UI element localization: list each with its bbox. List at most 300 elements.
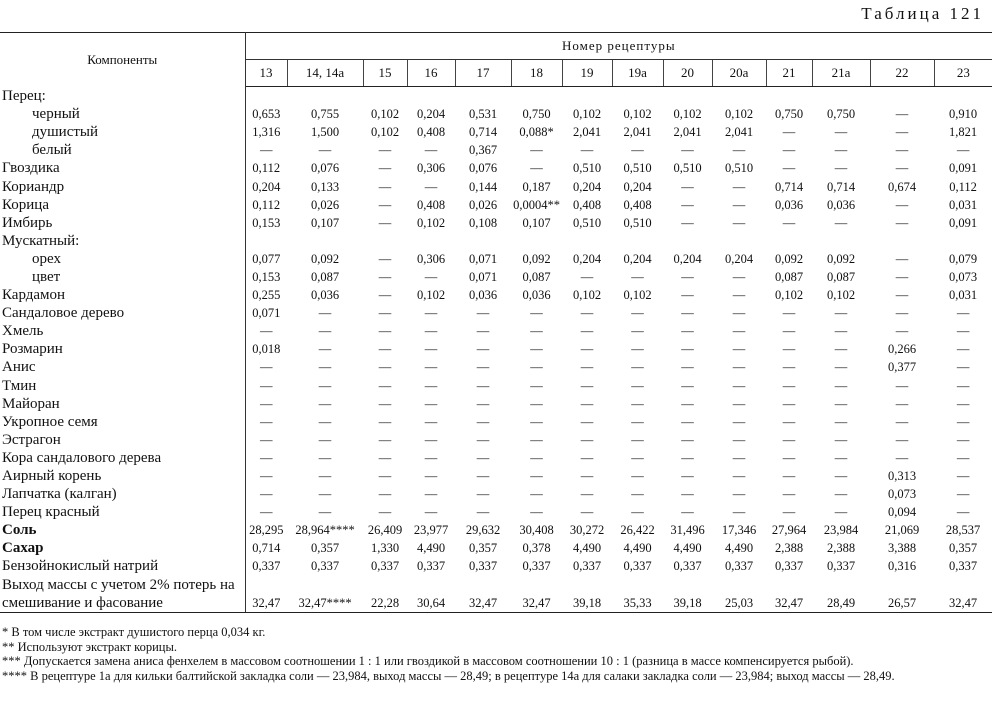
components-header: Компоненты <box>0 33 245 87</box>
table-row <box>0 413 992 431</box>
component-name: Эстрагон <box>0 431 245 449</box>
table-cell: 0,112 <box>949 179 977 194</box>
table-cell: 0,079 <box>949 251 978 266</box>
table-cell <box>870 232 934 250</box>
table-cell: — <box>681 378 694 393</box>
table-cell: 0,036 <box>310 288 340 303</box>
table-cell: — <box>580 450 594 465</box>
table-cell: — <box>895 432 909 447</box>
table-cell: 0,204 <box>416 107 446 122</box>
table-cell: — <box>956 450 970 465</box>
table-cell: — <box>530 324 543 339</box>
table-cell: 0,036 <box>826 197 856 212</box>
table-cell: — <box>834 360 848 375</box>
table-cell: — <box>378 342 392 357</box>
table-row <box>0 395 992 413</box>
table-cell: 0,204 <box>673 251 702 266</box>
table-cell: — <box>732 396 746 411</box>
table-cell: — <box>834 161 848 176</box>
table-cell: 0,378 <box>522 541 551 556</box>
component-name: Укропное семя <box>0 413 245 431</box>
table-cell: — <box>530 450 543 465</box>
table-row <box>0 377 992 395</box>
table-cell: 31,496 <box>670 523 705 538</box>
table-cell: — <box>318 432 332 447</box>
component-name: Сандаловое дерево <box>0 304 245 322</box>
table-cell: — <box>782 378 796 393</box>
table-cell: 35,33 <box>612 576 663 613</box>
table-cell: — <box>530 342 543 357</box>
table-cell: — <box>378 505 392 520</box>
table-cell: 0,088* <box>519 125 554 140</box>
table-cell: — <box>631 342 644 357</box>
table-cell: — <box>895 107 909 122</box>
table-cell: 0,087 <box>826 269 856 284</box>
table-cell: 0,306 <box>416 161 446 176</box>
table-cell: 26,409 <box>367 523 403 538</box>
table-cell: — <box>260 450 273 465</box>
table-row <box>0 431 992 449</box>
table-cell: — <box>580 269 594 284</box>
table-cell: — <box>732 487 746 502</box>
table-cell: — <box>895 324 909 339</box>
table-cell: — <box>956 396 970 411</box>
component-name: Имбирь <box>0 214 245 232</box>
table-cell: — <box>834 378 848 393</box>
column-header: 14, 14а <box>287 60 363 87</box>
table-cell: — <box>476 487 490 502</box>
table-cell: 0,755 <box>310 107 340 122</box>
table-cell: — <box>956 324 970 339</box>
table-cell: — <box>476 342 490 357</box>
table-cell: — <box>834 125 848 140</box>
table-cell: — <box>260 432 273 447</box>
table-cell: 4,490 <box>572 541 602 556</box>
table-cell: — <box>530 161 543 176</box>
table-cell: — <box>895 125 909 140</box>
table-row <box>0 449 992 467</box>
table-cell: — <box>681 342 694 357</box>
table-cell: — <box>782 414 796 429</box>
table-cell: 0,510 <box>724 161 754 176</box>
table-cell: — <box>681 306 694 321</box>
table-cell: — <box>834 432 848 447</box>
table-cell: 2,388 <box>826 541 856 556</box>
table-cell: — <box>260 378 273 393</box>
table-cell: 0,510 <box>673 161 702 176</box>
table-cell: 1,821 <box>949 125 978 140</box>
table-cell <box>663 87 712 106</box>
table-cell: 0,077 <box>252 251 281 266</box>
table-cell <box>812 232 870 250</box>
table-cell: — <box>318 306 332 321</box>
table-cell: 0,510 <box>623 161 652 176</box>
table-cell: — <box>378 269 392 284</box>
table-cell: — <box>580 505 594 520</box>
table-cell: — <box>681 396 694 411</box>
table-cell: — <box>318 487 332 502</box>
table-cell: 0,102 <box>572 107 602 122</box>
table-cell: — <box>782 505 796 520</box>
table-cell: 0,092 <box>826 251 856 266</box>
table-cell: 0,102 <box>370 107 400 122</box>
table-cell: 32,47 <box>766 576 812 613</box>
footnotes <box>2 625 992 683</box>
table-cell: — <box>378 469 392 484</box>
table-cell: — <box>631 378 644 393</box>
table-cell: 30,272 <box>569 523 605 538</box>
table-cell: 1,500 <box>310 125 340 140</box>
table-cell: — <box>318 450 332 465</box>
table-cell: — <box>732 432 746 447</box>
table-cell: 0,510 <box>623 215 652 230</box>
footnote: *** Допускается замена аниса фенхелем в массовом соотношении 1 : 1 или гвоздикой в массовом соотношении 10 : 1 (разница в массе компенсируется рыбой). <box>2 654 854 668</box>
table-cell: — <box>782 360 796 375</box>
table-cell: — <box>732 269 746 284</box>
table-cell: 0,337 <box>468 559 498 574</box>
recipe-table <box>0 32 992 613</box>
table-cell: — <box>424 396 438 411</box>
table-cell: 0,091 <box>949 161 978 176</box>
table-body <box>0 87 992 613</box>
table-cell: — <box>424 450 438 465</box>
table-cell: — <box>318 324 332 339</box>
table-cell: — <box>424 306 438 321</box>
table-cell: — <box>530 505 543 520</box>
table-cell: — <box>476 505 490 520</box>
component-name: Соль <box>0 521 245 539</box>
table-cell: — <box>782 143 796 158</box>
table-cell: 0,092 <box>522 251 551 266</box>
component-name: Майоран <box>0 395 245 413</box>
table-cell: — <box>782 396 796 411</box>
column-header: 17 <box>455 60 511 87</box>
table-cell: — <box>895 396 909 411</box>
table-cell: — <box>631 143 644 158</box>
component-name: Бензойнокислый натрий <box>0 557 245 575</box>
table-cell: — <box>476 414 490 429</box>
table-cell: 32,47 <box>934 576 992 613</box>
table-cell: — <box>318 378 332 393</box>
table-cell: — <box>580 469 594 484</box>
table-cell: — <box>681 414 694 429</box>
table-cell: — <box>424 469 438 484</box>
column-header: 16 <box>407 60 455 87</box>
table-cell: — <box>476 324 490 339</box>
table-cell: 0,094 <box>887 505 917 520</box>
component-name: Аирный корень <box>0 467 245 485</box>
table-cell: 0,377 <box>887 360 917 375</box>
table-cell: — <box>732 342 746 357</box>
table-cell: — <box>580 143 594 158</box>
table-cell: — <box>834 505 848 520</box>
table-cell: — <box>378 161 392 176</box>
table-cell: — <box>782 306 796 321</box>
component-name: Сахар <box>0 539 245 557</box>
table-cell: — <box>732 179 746 194</box>
table-cell: 0,153 <box>252 269 281 284</box>
component-name: Лапчатка (калган) <box>0 485 245 503</box>
table-cell: — <box>318 342 332 357</box>
table-cell: 0,153 <box>252 215 281 230</box>
table-cell: 0,408 <box>623 197 652 212</box>
table-cell: — <box>732 324 746 339</box>
table-cell: — <box>732 360 746 375</box>
table-cell: — <box>681 450 694 465</box>
table-cell: — <box>956 306 970 321</box>
table-cell: 28,49 <box>812 576 870 613</box>
table-cell: 0,337 <box>673 559 702 574</box>
table-cell: 0,102 <box>826 288 856 303</box>
component-name: белый <box>0 141 245 159</box>
table-cell: — <box>895 143 909 158</box>
table-cell: — <box>681 179 694 194</box>
table-cell: 4,490 <box>416 541 446 556</box>
table-cell: 0,337 <box>522 559 551 574</box>
table-cell: — <box>732 505 746 520</box>
table-cell: 32,47**** <box>287 576 363 613</box>
table-cell: — <box>260 505 273 520</box>
table-cell: 2,041 <box>724 125 754 140</box>
table-cell: 0,750 <box>826 107 856 122</box>
table-cell: 0,087 <box>310 269 340 284</box>
component-name: Кора сандалового дерева <box>0 449 245 467</box>
table-cell: 0,653 <box>252 107 281 122</box>
table-cell <box>934 87 992 106</box>
table-cell: — <box>782 161 796 176</box>
table-cell: — <box>580 342 594 357</box>
table-cell: 0,092 <box>310 251 340 266</box>
table-cell: — <box>424 143 438 158</box>
table-cell: 26,422 <box>620 523 655 538</box>
table-cell: — <box>681 432 694 447</box>
table-cell: — <box>476 469 490 484</box>
table-cell <box>511 87 562 106</box>
table-cell: — <box>530 487 543 502</box>
table-cell: — <box>834 414 848 429</box>
table-cell: — <box>956 432 970 447</box>
component-name: орех <box>0 250 245 268</box>
table-cell: 0,0004** <box>513 197 560 212</box>
table-cell: — <box>681 487 694 502</box>
table-cell: 0,408 <box>416 125 446 140</box>
column-header: 19а <box>612 60 663 87</box>
table-cell: — <box>956 143 970 158</box>
table-cell: 0,204 <box>724 251 754 266</box>
table-cell <box>407 232 455 250</box>
table-cell <box>511 232 562 250</box>
table-cell: — <box>834 450 848 465</box>
table-row <box>0 467 992 485</box>
table-cell: 0,750 <box>774 107 804 122</box>
table-cell: 0,337 <box>623 559 652 574</box>
table-row <box>0 503 992 521</box>
table-cell: — <box>424 505 438 520</box>
table-cell: 0,036 <box>522 288 551 303</box>
table-cell: — <box>782 432 796 447</box>
table-cell: 0,337 <box>724 559 754 574</box>
column-header: 15 <box>363 60 407 87</box>
table-cell: — <box>260 487 273 502</box>
table-cell: 0,337 <box>572 559 602 574</box>
table-cell: — <box>681 197 694 212</box>
table-cell: — <box>580 432 594 447</box>
table-cell: — <box>681 324 694 339</box>
table-cell: 0,102 <box>673 107 702 122</box>
table-cell: 1,316 <box>252 125 281 140</box>
table-cell: 21,069 <box>884 523 920 538</box>
table-cell <box>363 87 407 106</box>
component-name: цвет <box>0 268 245 286</box>
component-name: Корица <box>0 196 245 214</box>
table-cell: 0,108 <box>468 215 498 230</box>
table-cell: 0,337 <box>310 559 340 574</box>
table-cell <box>766 87 812 106</box>
table-cell: 0,510 <box>572 215 602 230</box>
table-cell: — <box>732 378 746 393</box>
table-row <box>0 576 992 613</box>
table-cell: 0,036 <box>468 288 498 303</box>
table-cell: 4,490 <box>623 541 652 556</box>
table-cell: — <box>834 469 848 484</box>
table-cell: 27,964 <box>771 523 807 538</box>
table-cell: — <box>476 396 490 411</box>
table-caption: Таблица 121 <box>861 4 984 23</box>
footnote: * В том числе экстракт душистого перца 0,034 кг. <box>2 625 266 639</box>
table-cell <box>245 232 287 250</box>
table-cell: — <box>476 306 490 321</box>
table-cell: — <box>631 432 644 447</box>
table-cell: — <box>530 143 543 158</box>
table-cell: 4,490 <box>724 541 754 556</box>
table-cell: 0,112 <box>252 161 281 176</box>
table-cell: — <box>834 215 848 230</box>
table-cell: — <box>895 215 909 230</box>
table-cell: 0,073 <box>887 487 917 502</box>
table-cell: — <box>378 143 392 158</box>
table-row <box>0 521 992 539</box>
table-cell: — <box>834 342 848 357</box>
table-cell: — <box>260 396 273 411</box>
table-cell: — <box>580 324 594 339</box>
table-row <box>0 159 992 177</box>
table-row <box>0 322 992 340</box>
table-cell: — <box>631 360 644 375</box>
table-cell: — <box>476 378 490 393</box>
table-cell: — <box>260 469 273 484</box>
table-cell: 32,47 <box>245 576 287 613</box>
table-cell: — <box>318 143 332 158</box>
component-name: Кардамон <box>0 286 245 304</box>
table-cell: 2,388 <box>774 541 804 556</box>
table-cell: — <box>956 414 970 429</box>
table-cell: — <box>530 396 543 411</box>
table-cell: 29,632 <box>465 523 501 538</box>
table-cell: — <box>318 414 332 429</box>
table-cell: — <box>681 469 694 484</box>
table-cell <box>562 232 612 250</box>
recipe-number-header: Номер рецептуры <box>245 33 992 60</box>
table-cell: — <box>631 396 644 411</box>
table-row <box>0 358 992 376</box>
table-cell: 0,313 <box>887 469 917 484</box>
table-cell: 28,964**** <box>295 523 355 538</box>
table-cell: — <box>424 269 438 284</box>
table-cell: 0,337 <box>949 559 978 574</box>
table-cell: 0,337 <box>370 559 400 574</box>
table-cell: 0,102 <box>774 288 804 303</box>
table-cell: — <box>631 487 644 502</box>
table-cell: — <box>834 487 848 502</box>
table-cell: — <box>580 396 594 411</box>
table-cell: 0,714 <box>252 541 281 556</box>
table-cell: 0,102 <box>572 288 602 303</box>
table-cell: — <box>378 251 392 266</box>
table-cell: — <box>956 378 970 393</box>
table-cell: — <box>424 360 438 375</box>
table-cell: 0,102 <box>623 107 652 122</box>
table-cell: 0,091 <box>949 215 978 230</box>
table-cell: — <box>631 324 644 339</box>
table-cell: — <box>732 197 746 212</box>
table-cell: — <box>834 396 848 411</box>
table-cell: — <box>530 306 543 321</box>
table-cell: 39,18 <box>663 576 712 613</box>
table-cell: — <box>782 469 796 484</box>
table-row <box>0 105 992 123</box>
table-cell: — <box>318 396 332 411</box>
table-cell: — <box>732 414 746 429</box>
table-cell: — <box>895 288 909 303</box>
table-cell: — <box>476 360 490 375</box>
table-cell: — <box>631 414 644 429</box>
table-cell: — <box>732 143 746 158</box>
table-cell: — <box>260 414 273 429</box>
table-cell <box>363 232 407 250</box>
table-cell: — <box>732 306 746 321</box>
table-cell: — <box>895 378 909 393</box>
table-cell: 0,337 <box>416 559 446 574</box>
table-cell: — <box>895 197 909 212</box>
table-cell: 0,266 <box>887 342 917 357</box>
table-cell: 0,102 <box>623 288 652 303</box>
table-row <box>0 214 992 232</box>
table-cell: — <box>378 324 392 339</box>
column-header: 23 <box>934 60 992 87</box>
table-cell: — <box>834 306 848 321</box>
table-cell <box>812 87 870 106</box>
table-cell: — <box>782 487 796 502</box>
table-cell: — <box>378 432 392 447</box>
table-row <box>0 304 992 322</box>
table-cell <box>663 232 712 250</box>
table-cell: — <box>732 215 746 230</box>
table-cell: — <box>424 432 438 447</box>
table-cell: — <box>378 450 392 465</box>
table-cell <box>287 87 363 106</box>
table-cell: — <box>681 269 694 284</box>
column-header: 18 <box>511 60 562 87</box>
table-cell: — <box>956 360 970 375</box>
component-name: Розмарин <box>0 340 245 358</box>
table-cell: — <box>681 143 694 158</box>
column-header: 20 <box>663 60 712 87</box>
table-cell: 30,64 <box>407 576 455 613</box>
table-cell: — <box>782 324 796 339</box>
table-cell: 0,337 <box>826 559 856 574</box>
table-cell: 28,537 <box>945 523 981 538</box>
table-cell: — <box>530 378 543 393</box>
